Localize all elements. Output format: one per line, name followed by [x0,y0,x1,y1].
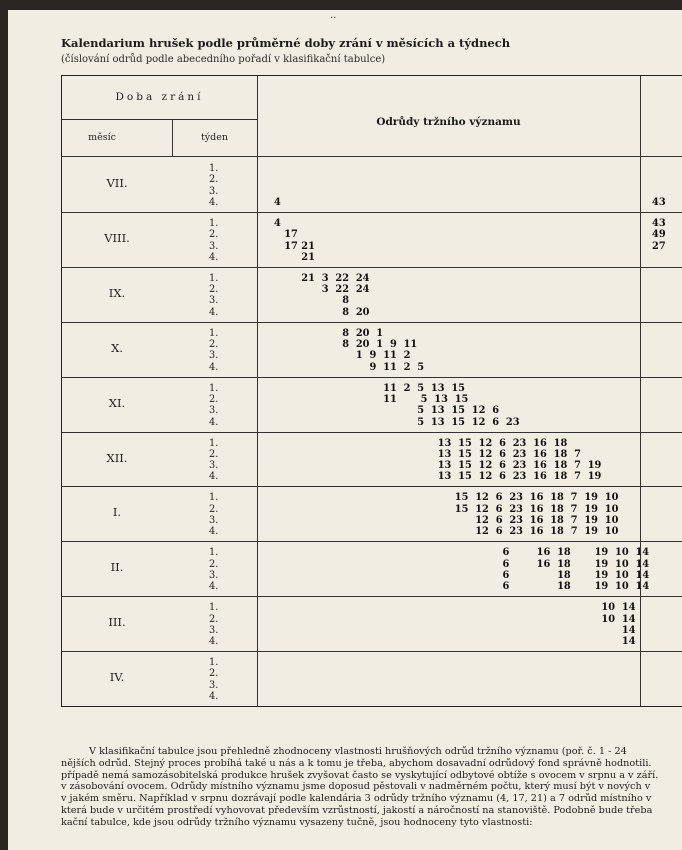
week-label: 2. [209,339,219,350]
variety-list: 13 15 12 6 23 16 18 [274,437,568,449]
month-label: VII. [106,176,128,190]
week-label: 4. [209,471,219,483]
week-label: 2. [209,558,219,570]
week-label: 4. [209,196,219,208]
week-label: 2. [209,229,219,241]
week-label: 4. [209,416,219,428]
header-bottom-line [62,156,682,157]
month-divider [62,377,682,378]
variety-list: 5 13 15 12 6 [274,405,500,417]
week-label: 2. [209,448,219,460]
variety-list: 13 15 12 6 23 16 18 7 19 [274,471,602,483]
variety-list: 6 16 18 19 10 14 [274,547,650,559]
footer-line: v jakém směru. Například v srpnu dozrávají podle kalendária 3 odrůdy tržního významu (4, 17, 21) a 7 odrůd místního v [61,793,652,805]
month-divider [62,541,682,542]
week-label: 4. [209,636,219,648]
local-variety-number: 49 [652,229,666,241]
variety-list: 9 11 2 5 [274,361,425,373]
week-label: 4. [209,306,219,318]
footer-line: která bude v určitém prostředí vyhovovat především vzrůstností, jakostí a náročností na stanoviště. Podobně bude třeba [61,804,653,816]
week-label: 1. [209,382,219,394]
week-label: 2. [209,668,219,680]
month-label: XII. [106,450,128,465]
col-divider [257,76,258,706]
month-label: IX. [108,285,126,300]
page-subtitle: (číslování odrůd podle abecedního pořadí v klasifikační tabulce) [61,54,386,65]
week-label: 1. [209,327,219,339]
week-label: 2. [209,393,219,405]
variety-list: 17 21 [274,240,315,252]
week-label: 4. [209,581,219,593]
footer-line: V klasifikační tabulce jsou přehledně zhodnoceny vlastnosti hrušňových odrůd tržního významu (poř. č. 1 - 24 [89,746,627,757]
variety-list: 11 5 13 15 [274,393,469,405]
variety-list: 6 16 18 19 10 14 [274,558,650,570]
month-divider [62,486,682,487]
variety-list: 11 2 5 13 15 [274,382,465,394]
footer-line: případě nemá samozásobitelská produkce hrušek zvyšovat často se vyskytující odbytové obtíže s ovocem v srpnu a v září. [61,769,659,781]
month-divider [62,267,682,268]
week-label: 3. [209,460,219,472]
local-variety-number: 43 [652,196,666,208]
variety-list: 8 20 [274,306,370,318]
page-title: Kalendarium hrušek podle průměrné doby zrání v měsících a týdnech [61,36,511,50]
week-label: 3. [209,515,219,526]
calendar-table [61,75,682,707]
month-divider [62,596,682,597]
variety-list: 6 18 19 10 14 [274,569,650,581]
week-label: 1. [209,492,219,504]
week-label: 1. [209,163,219,174]
variety-list: 13 15 12 6 23 16 18 7 [274,448,581,460]
week-label: 3. [209,295,219,307]
variety-list: 3 22 24 [274,284,370,296]
week-label: 3. [209,679,219,691]
month-label: XI. [108,395,126,410]
variety-list: 8 20 1 9 11 [274,339,418,350]
week-label: 4. [209,361,219,373]
week-label: 4. [209,251,219,263]
week-label: 1. [209,547,219,559]
footer-line: nějších odrůd. Stejný proces probíhá také u nás a k tomu je třeba, abychom dosavadní odrůdový fond správně hodnotili. [61,757,652,769]
week-label: 2. [209,503,219,515]
variety-list: 12 6 23 16 18 7 19 10 [274,526,619,538]
variety-list: 6 18 19 10 14 [274,581,650,593]
month-divider [62,432,682,433]
col-divider [640,76,641,706]
week-label: 2. [209,613,219,625]
week-label: 3. [209,350,219,362]
variety-list: 17 [274,229,298,241]
document-page [8,10,682,850]
variety-list: 8 [274,295,350,307]
week-label: 1. [209,602,219,614]
month-divider [62,212,682,213]
footer-line: kační tabulce, kde jsou odrůdy tržního významu vysazeny tučně, jsou hodnoceny tyto vlastnosti: [61,816,533,828]
month-divider [62,322,682,323]
variety-list: 14 [274,624,636,636]
header-mesic: měsíc [88,132,116,143]
week-label: 3. [209,569,219,581]
week-label: 2. [209,284,219,296]
variety-list: 12 6 23 16 18 7 19 10 [274,515,619,526]
variety-list: 15 12 6 23 16 18 7 19 10 [274,492,619,504]
week-label: 1. [209,272,219,284]
month-label: IV. [109,670,125,685]
week-label: 3. [209,405,219,417]
header-odrudy: Odrůdy tržního významu [376,116,521,128]
week-label: 2. [209,174,219,186]
variety-list: 13 15 12 6 23 16 18 7 19 [274,460,602,472]
variety-list: 1 9 11 2 [274,350,411,362]
month-label: III. [108,615,126,630]
month-label: X. [111,340,123,355]
week-label: 1. [209,217,219,229]
header-doba-zrani: Doba zrání [115,91,204,103]
variety-list: 21 3 22 24 [274,272,370,284]
footer-line: v zásobování ovocem. Odrůdy místního významu jsme doposud pěstovali v nadměrném počtu, který musí být v nových v [61,781,651,793]
week-label: 3. [209,240,219,252]
variety-list: 15 12 6 23 16 18 7 19 10 [274,503,619,515]
variety-list: 8 20 1 [274,327,384,339]
variety-list: 4 [274,196,281,208]
month-label: II. [110,560,124,575]
variety-list: 14 [274,636,636,648]
footer-text [61,746,682,829]
week-label: 3. [209,185,219,197]
week-label: 4. [209,691,219,702]
month-label: I. [112,505,122,520]
variety-list: 10 14 [274,613,636,625]
top-mark: .. [330,10,337,21]
local-variety-number: 43 [652,217,666,229]
variety-list: 21 [274,251,315,263]
local-variety-number: 27 [652,240,666,252]
variety-list: 4 [274,217,281,229]
variety-list: 5 13 15 12 6 23 [274,416,520,428]
header-tyden: týden [200,132,228,143]
week-label: 4. [209,526,219,538]
week-label: 1. [209,437,219,449]
variety-list: 10 14 [274,602,636,614]
month-divider [62,651,682,652]
week-label: 3. [209,624,219,636]
month-label: VIII. [104,230,130,245]
week-label: 1. [209,657,219,669]
header-subline [62,119,257,120]
